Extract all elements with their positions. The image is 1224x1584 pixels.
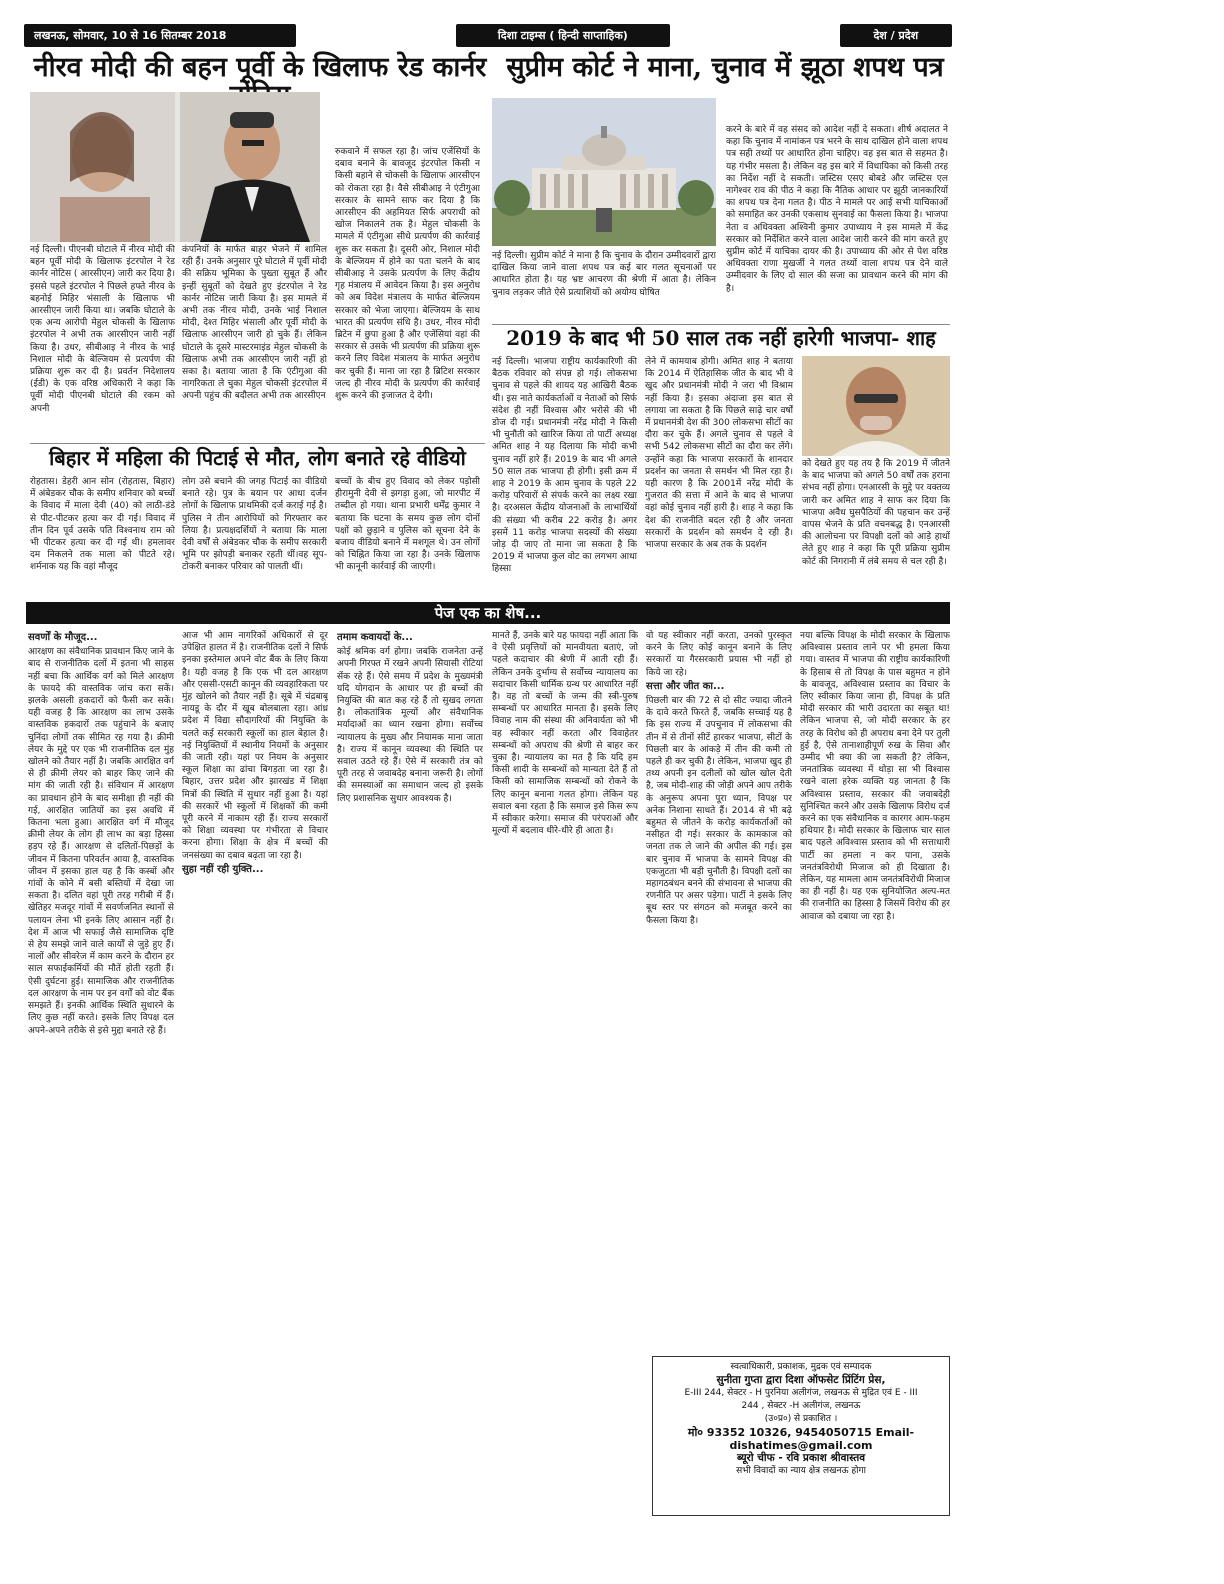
- divider: [492, 324, 950, 325]
- paper-name: दिशा टाइम्स ( हिन्दी साप्ताहिक): [456, 24, 669, 47]
- supreme-court-photo: [492, 98, 716, 246]
- continuation-column-6: नया बल्कि विपक्ष के मोदी सरकार के खिलाफ अविश्वास प्रस्ताव लाने पर भी हमला किया गया। वास्तव में भाजपा की राष्ट्रीय कार्यकारिणी के हिसाब से तो विपक्ष के पास बहुमत न होने के बावजूद, अविश्वास प्रस्ताव का विचार के लिए स्वीकार किया जाना ही, विपक्ष के प्रति मोदी सरकार की भारी उदारता का सबूत था! लेकिन भाजपा से, जो मोदी सरकार के हर तरह के विरोध को ही अपराध बना देने पर तुली हुई है, ऐसे तानाशाहीपूर्ण रुख के सिवा और उम्मीद भी क्या की जा सकती है? लेकिन, जनतांत्रिक व्यवस्था में थोड़ा सा भी विश्वास रखने वाला हरेक व्यक्ति यह जानता है कि अविश्वास प्रस्ताव, सरकार की जवाबदेही सुनिश्चित करने और उसके खिलाफ विरोध दर्ज करने का एक संवैधानिक व कारगर आम-फहम हथियार है। मोदी सरकार के खिलाफ चार साल बाद पहले अविश्वास प्रस्ताव को भी सत्ताधारी पार्टी का हमला न कर पाना, उसके जनतंत्रविरोधी मिजाज को ही दिखाता है। लेकिन, यह मामला आम जनतंत्रविरोधी मिजाज का ही नहीं है। यह एक सुनियोजित अल्प-मत की राजनीति का हिस्सा है जिसमें विरोध की हर आवाज को दबाया जा रहा है।: [800, 631, 950, 922]
- page-number: 4: [924, 22, 940, 47]
- story2-column-1: नई दिल्ली। सुप्रीम कोर्ट ने माना है कि चुनाव के दौरान उम्मीदवारों द्वारा दाखिल किया जाने वाला शपथ पत्र कई बार गलत सूचनाओं पर आधारित होता है। यह भ्रष्ट आचरण की श्रेणी में आता है। लेकिन चुनाव लड़कर जीते ऐसे प्रत्याशियों को अयोग्य घोषित: [492, 251, 716, 298]
- continuation-text-5b: पिछली बार की 72 से दो सीट ज्यादा जीतने के दावे करते फिरते हैं, जबकि सच्चाई यह है कि इस राज्य में उपचुनाव में लोकसभा की तीन में से तीनों सीटें हारकर भाजपा, सीटों के पिछली बार के आंकड़े में तीन की कमी तो पहले ही कर चुकी है। लेकिन, भाजपा खुद ही तथ्य अपनी इन दलीलों को खोल खोल देती है, जब मोदी-शाह की जोड़ी अपने आप तरीके के अनुरूप अपना पूरा ध्यान, विपक्ष पर अनेक निशाना साधते हैं। 2014 से भी बढ़े बहुमत से जीतने के करोड़ कार्यकर्ताओं को नसीहत दी गई। सरकार के कामकाज को जनता तक ले जाने की अपील की गई। इस बार चुनाव में भाजपा के सामने विपक्ष की एकजुटता भी बड़ी चुनौती है। विपक्षी दलों का महागठबंधन बनने की संभावना से भाजपा की रणनीति पर असर पड़ेगा। पार्टी ने इसके लिए बूथ स्तर पर संगठन को मजबूत करने का फैसला किया है।: [646, 696, 792, 926]
- imprint-name: सुनीता गुप्ता द्वारा दिशा ऑफसेट प्रिंटिंग प्रेस,: [716, 1374, 886, 1386]
- continuation-text-1: आरक्षण का संवैधानिक प्रावधान किए जाने के बाद से राजनीतिक दलों में इतना भी साहस नहीं बचा कि आर्थिक वर्ग को मिले आरक्षण के फायदे की वास्तविक जांच करा सकें। झलके असली हकदारों को फैसी कर सकें। यही वजह है कि आरक्षण का लाभ उसके वास्तविक हकदारों तक पहुंचाने के बजाए चुनिंदा लोगों तक सीमित रह गया है। क्रीमी लेयर के मुद्दे पर एक भी राजनीतिक दल मुंह खोलने को तैयार नहीं है। जबकि आरक्षित वर्ग से ही क्रीमी लेयर को बाहर किए जाने की मांग की जाती रही है। संविधान में आरक्षण का प्रावधान होने के बाद समीक्षा ही नहीं की गई, आरक्षित जातियों का इस अवधि में कितना भला हुआ। आरक्षित वर्ग में मौजूद क्रीमी लेयर के लोग ही लाभ का बड़ा हिस्सा हड़प रहे हैं। आरक्षण से दलितों-पिछड़ों के जीवन में कितना परिवर्तन आया है, वास्तविक जीवन में इसका हाल यह है कि कस्बों और गांवों के कोने में बसी बस्तियों में देखा जा सकता है। दलित वहां पूरी तरह गरीबी में हैं। खेतिहर मजदूर गांवों में सवर्णजनित स्थानों से पलायन लेना भी इनके लिए आसान नहीं है। देश में आज भी सफाई जैसे सामाजिक दृष्टि से हेय समझे जाने वाले कार्यों से जुड़े हुए हैं। नालों और सीवरेज में काम करने के दौरान हर साल सफाईकर्मियों की मौतें होती रहती हैं। ऐसी दुर्घटना हुई। सामाजिक और राजनीतिक दल आरक्षण के नाम पर इन वर्गों को वोट बैंक समझते हैं। इनकी आर्थिक स्थिति सुधारने के लिए कुछ नहीं करते। इसके लिए विपक्ष दल अपने-अपने तरीके से इसे मुद्दा बनाते रहे हैं।: [28, 647, 174, 1036]
- continuation-column-5: [646, 630, 792, 1350]
- story4-column-2: लोग उसे बचाने की जगह पिटाई का वीडियो बनाते रहे। पुत्र के बयान पर आधा दर्जन लोगों के खिलाफ प्राथमिकी दर्ज कराई गई है। पुलिस ने तीन आरोपियों को गिरफ्तार कर लिया है। प्रत्यक्षदर्शियों ने बताया कि माला देवी वर्षों से अंबेडकर चौक के समीप सरकारी भूमि पर झोपड़ी बनाकर रहती थीं।वह सूप-टोकरी बनाकर परिवार को पालती थीं।: [182, 477, 327, 573]
- continuation-heading-3: तमाम कवायदों के...: [337, 632, 413, 643]
- story1-column-3: रुकवाने में सफल रहा है। जांच एजेंसियों के दबाव बनाने के बावजूद इंटरपोल किसी न किसी बहाने से चोकसी के खिलाफ आरसीएन को रोकता रहा है। वैसे सीबीआइ ने एंटीगुआ सरकार के सामने साफ कर दिया है कि आरसीएन की अहमियत सिर्फ अपराधी को खोज निकालने तक है। मेहुल चोकसी के मामले में एंटीगुआ सीधे प्रत्यर्पण की कार्रवाई शुरू कर सकता है। दूसरी ओर, निशाल मोदी के बेल्जियम में होने का पता चलने के बाद सीबीआइ ने उसके प्रत्यर्पण के लिए केंद्रीय गृह मंत्रालय में आवेदन किया है। इस अनुरोध को अब विदेश मंत्रालय के मार्फत बेल्जियम सरकार को भेजा जाएगा। बेल्जियम के साथ भारत की प्रत्यर्पण संधि है। उधर, नीरव मोदी ब्रिटेन में छुपा हुआ है और एजेंसियां वहां की सरकार से उसके भी प्रत्यर्पण की प्रक्रिया शुरू करने लिए विदेश मंत्रालय के मार्फत अनुरोध कर चुकी हैं। माना जा रहा है ब्रिटिश सरकार जल्द ही नीरव मोदी के प्रत्यर्पण की कार्रवाई शुरू करने की इजाजत दे देगी।: [335, 147, 480, 402]
- continuation-text-5: वो यह स्वीकार नहीं करता, उनको पुरस्कृत करने के लिए कोई कानून बनाने के लिए सरकारों या गैरसरकारी प्रयास भी नहीं हो किये जा रहे।: [646, 631, 792, 678]
- imprint-contact: मो० 93352 10326, 9454050715 Email-: [687, 1426, 915, 1439]
- story4-column-3: बच्चों के बीच हुए विवाद को लेकर पड़ोसी हीरामुनी देवी से झगड़ा हुआ, जो मारपीट में तब्दील हो गया। थाना प्रभारी धर्मेंद्र कुमार ने बताया कि घटना के समय कुछ लोग दोनों पक्षों को छुड़ाने व पुलिस को सूचना देने के बजाय वीडियो बनाने में मशगूल थे। उन लोगों को चिह्नित किया जा रहा है। उनके खिलाफ भी कानूनी कार्रवाई की जाएगी।: [335, 477, 480, 573]
- story1-column-1: नई दिल्ली। पीएनबी घोटाले में नीरव मोदी की बहन पूर्वी मोदी के खिलाफ इंटरपोल ने रेड कार्नर नोटिस ( आरसीएन) जारी कर दिया है। इससे पहले इंटरपोल ने पिछले हफ्ते नीरव के बहनोई मिहिर भंसाली के खिलाफ भी आरसीएन जारी किया था। जबकि घोटाले के एक अन्य आरोपी मेहुल चोकसी के खिलाफ इंटरपोल ने अभी तक आरसीएन जारी नहीं किया है। उधर, सीबीआइ ने नीरव के भाई निशाल मोदी के बेल्जियम से प्रत्यर्पण की प्रक्रिया शुरू कर दी है। प्रवर्तन निदेशालय (ईडी) के एक वरिष्ठ अधिकारी ने कहा कि पूर्वी मोदी पीएनबी घोटाले की रकम को अपनी: [30, 245, 175, 414]
- continuation-text-3: कोई श्रमिक वर्ग होगा। जबकि राजनेता उन्हें अपनी गिरफ्त में रखने अपनी सियासी रोटियां सेंक रहे हैं। ऐसे समय में प्रदेश के मुख्यमंत्री यदि योगदान के आधार पर ही बच्चों की नियुक्ति की बात कह रहे हैं तो सुखद लगता है। लोकतांत्रिक मूल्यों और संवैधानिक मर्यादाओं का ध्यान रखना होगा। सर्वोच्च न्यायालय के मुख्य और नियामक माना जाता है। राज्य में कानून व्यवस्था की स्थिति पर सवाल उठते रहे हैं। ऐसे में सरकारी तंत्र को पूरी तरह से जवाबदेह बनाना जरूरी है। लोगों की समस्याओं का समाधान जल्द हो इसके लिए प्रशासनिक सुधार आवश्यक है।: [337, 647, 483, 804]
- story2-column-2: करने के बारे में वह संसद को आदेश नहीं दे सकता। शीर्ष अदालत ने कहा कि चुनाव में नामांकन पत्र भरने के साथ दाखिल होने वाला शपथ पत्र सही तथ्यों पर आधारित होना चाहिए। वह इस बात से सहमत है। यह गंभीर मसला है। लेकिन वह इस बारे में विधायिका को किसी तरह का निर्देश नहीं दे सकती। जस्टिस एसए बोबडे और जस्टिस एल नागेश्वर राव की पीठ ने कहा कि नैतिक आधार पर झूठी जानकारियों का शपथ पत्र देना गलत है। पीठ ने मामले पर आई सभी याचिकाओं को समाहित कर उनकी एकसाथ सुनवाई का फैसला किया है। भाजपा नेता व अधिवक्ता अश्विनी कुमार उपाध्याय ने इस मामले में केंद्र सरकार को निर्देशित करने वाला आदेश जारी करने की मांग करते हुए सुप्रीम कोर्ट में याचिका दायर की है। उपाध्याय की ओर से पेश वरिष्ठ अधिवक्ता राणा मुखर्जी ने गलत तथ्यों वाला शपथ पत्र देने वाले उम्मीदवार के लिए दो साल की सजा का प्रावधान करने की मांग की है।: [726, 125, 948, 294]
- continuation-column-1: [28, 630, 174, 1510]
- story3-column-3: को देखते हुए यह तय है कि 2019 में जीतने के बाद भाजपा को अगले 50 वर्षों तक हराना संभव नहीं होगा। एनआरसी के मुद्दे पर वक्तव्य जारी कर अमित शाह ने साफ कर दिया कि भाजपा अवैध घुसपैठियों की पहचान कर उन्हें वापस भेजने के प्रति वचनबद्ध है। एनआरसी की आलोचना पर विपक्षी दलों को आड़े हाथों लेते हुए शाह ने कहा कि पूरी प्रक्रिया सुप्रीम कोर्ट की निगरानी में लंबे समय से चल रही है।: [802, 459, 950, 567]
- continuation-heading-5: सत्ता और जीत का...: [646, 680, 725, 692]
- story1-column-2: कंपनियों के मार्फत बाहर भेजने में शामिल रही हैं। उनके अनुसार पूरे घोटाले में पूर्वी मोदी की सक्रिय भूमिका के पुख्ता सुबूत हैं और इन्हीं सुबूतों को देखते हुए इंटरपोल ने रेड कार्नर नोटिस जारी किया है। इस मामले में अभी तक नीरव मोदी, उनके भाई निशाल मोदी, देश्त मिहिर भंसाली और पूर्वी मोदी के खिलाफ आरसीएन जारी हो चुके हैं। लेकिन घोटाले के दूसरे मास्टरमाइंड मेहुल चोकसी के खिलाफ अभी तक आरसीएन जारी नहीं हो सका है। बताया जाता है कि एंटीगुआ की नागरिकता ले चुका मेहुल चोकसी इंटरपोल में अपनी पहुंच की बदौलत अभी तक आरसीएन: [182, 245, 327, 402]
- imprint-email: dishatimes@gmail.com: [729, 1439, 873, 1452]
- story1-headline: नीरव मोदी की बहन पूर्वी के खिलाफ रेड कार्नर: [33, 52, 487, 83]
- continuation-column-4: मानते हैं, उनके बारे यह फायदा नहीं आता कि वे ऐसी प्रवृत्तियों को मानवीयता बताएं, जो पहले कदाचार की श्रेणी में आती रही हैं। लेकिन उनके दुर्भाग्य से सर्वोच्च न्यायालय का सदाचार किसी धार्मिक ग्रन्थ पर आधारित नहीं है। वह तो बच्चों के जन्म की स्त्री-पुरुष सम्बन्धों पर आधारित मानता है। इसके लिए विवाह नाम की संस्था की अनिवार्यता को भी वह स्वीकार नहीं करता और विवाहेतर सम्बन्धों को अपराध की श्रेणी से बाहर कर चुका है। न्यायालय का मत है कि यदि हम किसी शादी के सम्बन्धों को मान्यता देते हैं तो किसी को सामाजिक सम्बन्धों को रोकने के लिए कानून बनाना गलत होगा। लेकिन यह सवाल बना रहता है कि समाज इसे किस रूप में स्वीकार करेगा। समाज की परंपराओं और मूल्यों में बदलाव धीरे-धीरे ही आता है।: [492, 631, 638, 837]
- continuation-heading-2: सुहा नहीं रही युक्ति...: [182, 863, 264, 875]
- section-label: देश / प्रदेश: [840, 24, 952, 47]
- imprint-line-1: स्वत्वाधिकारी, प्रकाशक, मुद्रक एवं सम्पादक: [730, 1362, 872, 1372]
- story4-column-1: रोहतास। डेहरी आन सोन (रोहतास, बिहार) में अंबेडकर चौक के समीप शनिवार को बच्चों के विवाद में माला देवी (40) को लाठी-डंडे से पीट-पीटकर हत्या कर दी गई। विवाद में तीन दिन पूर्व उसके पति विश्वनाथ राम को भी पीटकर हत्या कर दी गई थी। हमलावर दम निकलने तक माला को पीटते रहे। शर्मनाक यह कि वहां मौजूद: [30, 477, 175, 573]
- story2-headline: सुप्रीम कोर्ट ने माना, चुनाव में झूठा शपथ पत्र: [506, 52, 944, 83]
- continuation-column-3: [337, 630, 483, 1510]
- story4-headline: बिहार में महिला की पिटाई से मौत, लोग बनाते रहे वीडियो: [49, 446, 466, 470]
- continuation-column-2: [182, 630, 328, 1510]
- continuation-text-2: आज भी आम नागरिकों अधिकारों से दूर उपेक्षित हालत में है। राजनीतिक दलों ने सिर्फ इनका इस्तेमाल अपने वोट बैंक के लिए किया है। यही वजह है कि एक भी दल आरक्षण और एससी-एसटी कानून की व्यवहारिकता पर मुंह खोलने को तैयार नहीं है। सूबे में चंद्रबाबू नायडू के दौर में खूब बोलबाला रहा। आंध्र प्रदेश में विद्या सौदागरियों की नियुक्ति के चलते कई सरकारी स्कूलों का हाल बेहाल है। नई नियुक्तियों में स्थानीय नियमों के अनुसार की जाती रही। यहां पर नियम के अनुसार स्कूल शिक्षा का ढांचा बिगड़ता जा रहा है। बिहार, उत्तर प्रदेश और झारखंड में शिक्षा मित्रों की स्थिति में सुधार नहीं हुआ है। यहां की सरकारें भी स्कूलों में शिक्षकों की कमी पूरी करने में नाकाम रही हैं। राज्य सरकारों को शिक्षा व्यवस्था पर गंभीरता से विचार करना होगा। शिक्षा के क्षेत्र में बच्चों की जनसंख्या का दबाव बढ़ता जा रहा है।: [182, 631, 328, 861]
- issue-date: लखनऊ, सोमवार, 10 से 16 सितम्बर 2018: [24, 24, 296, 47]
- imprint-line-2: E-III 244, सेक्टर - H पुरनिया अलीगंज, लखनऊ से मुद्रित एवं E - III: [684, 1388, 918, 1398]
- continuation-band: पेज एक का शेष...: [26, 602, 950, 624]
- imprint-box: [652, 1356, 950, 1516]
- imprint-jurisdiction: सभी विवादों का न्याय क्षेत्र लखनऊ होगा: [736, 1466, 866, 1476]
- imprint-line-3: 244 , सेक्टर -H अलीगंज, लखनऊ: [741, 1401, 861, 1411]
- story3-headline: 2019 के बाद भी 50 साल तक नहीं हारेगी भाजपा- शाह: [506, 326, 936, 350]
- story3-column-2: लेने में कामयाब होगी। अमित शाह ने बताया कि 2014 में ऐतिहासिक जीत के बाद भी वे खुद और प्रधानमंत्री मोदी ने जरा भी विश्राम नहीं किया है। इसका अंदाजा इस बात से लगाया जा सकता है कि पिछले साढ़े चार वर्षों में प्रधानमंत्री देश की 300 लोकसभा सीटों का दौरा कर चुके हैं। अगले चुनाव से पहले वे सभी 542 लोकसभा सीटों का दौरा कर लेंगे। उन्होंने कहा कि भाजपा सरकारों के शानदार प्रदर्शन का जनता से समर्थन भी मिल रहा है। यही कारण है कि 2001में नरेंद्र मोदी के गुजरात की सत्ता में आने के बाद से भाजपा वहां कोई चुनाव नहीं हारी है। शाह ने कहा कि देश की राजनीति बदल रही है और जनता सरकारों के प्रदर्शन को समर्थन दे रही है। भाजपा सरकार के अब तक के प्रदर्शन: [645, 357, 793, 551]
- divider: [30, 443, 485, 444]
- story3-column-1: नई दिल्ली। भाजपा राष्ट्रीय कार्यकारिणी की बैठक रविवार को संपन्न हो गई। लोकसभा चुनाव से पहले की शायद यह आखिरी बैठक थी। इस नाते कार्यकर्ताओं व नेताओं को सिर्फ संदेश ही नहीं विश्वास और भरोसे की भी डोज दी गई। प्रधानमंत्री नरेंद्र मोदी ने किसी भी चुनौती को खारिज किया तो पार्टी अध्यक्ष अमित शाह ने यह दिलाया कि मोदी कभी चुनाव नहीं हारे हैं। 2019 के बाद भी अगले 50 साल तक भाजपा ही होगी। इसी क्रम में शाह ने 2019 के आम चुनाव के पहले 22 करोड़ परिवारों से संपर्क करने का लक्ष्य रखा है। दरअसल केंद्रीय योजनाओं के लाभार्थियों की संख्या भी करीब 22 करोड़ है। अगर इसमें 11 करोड़ भाजपा सदस्यों की संख्या जोड़ दी जाए तो माना जा सकता है कि 2019 में भाजपा कुल वोट का लगभग आधा हिस्सा: [492, 357, 637, 575]
- masthead-bar: [24, 22, 952, 48]
- amit-shah-photo: [802, 356, 950, 456]
- imprint-line-4: (उ०प्र०) से प्रकाशित ।: [764, 1414, 838, 1424]
- story1-photo: [30, 92, 320, 242]
- continuation-heading-1: सवर्णों के मौजूद...: [28, 632, 98, 643]
- imprint-bureau: ब्यूरो चीफ - रवि प्रकाश श्रीवास्तव: [736, 1452, 866, 1464]
